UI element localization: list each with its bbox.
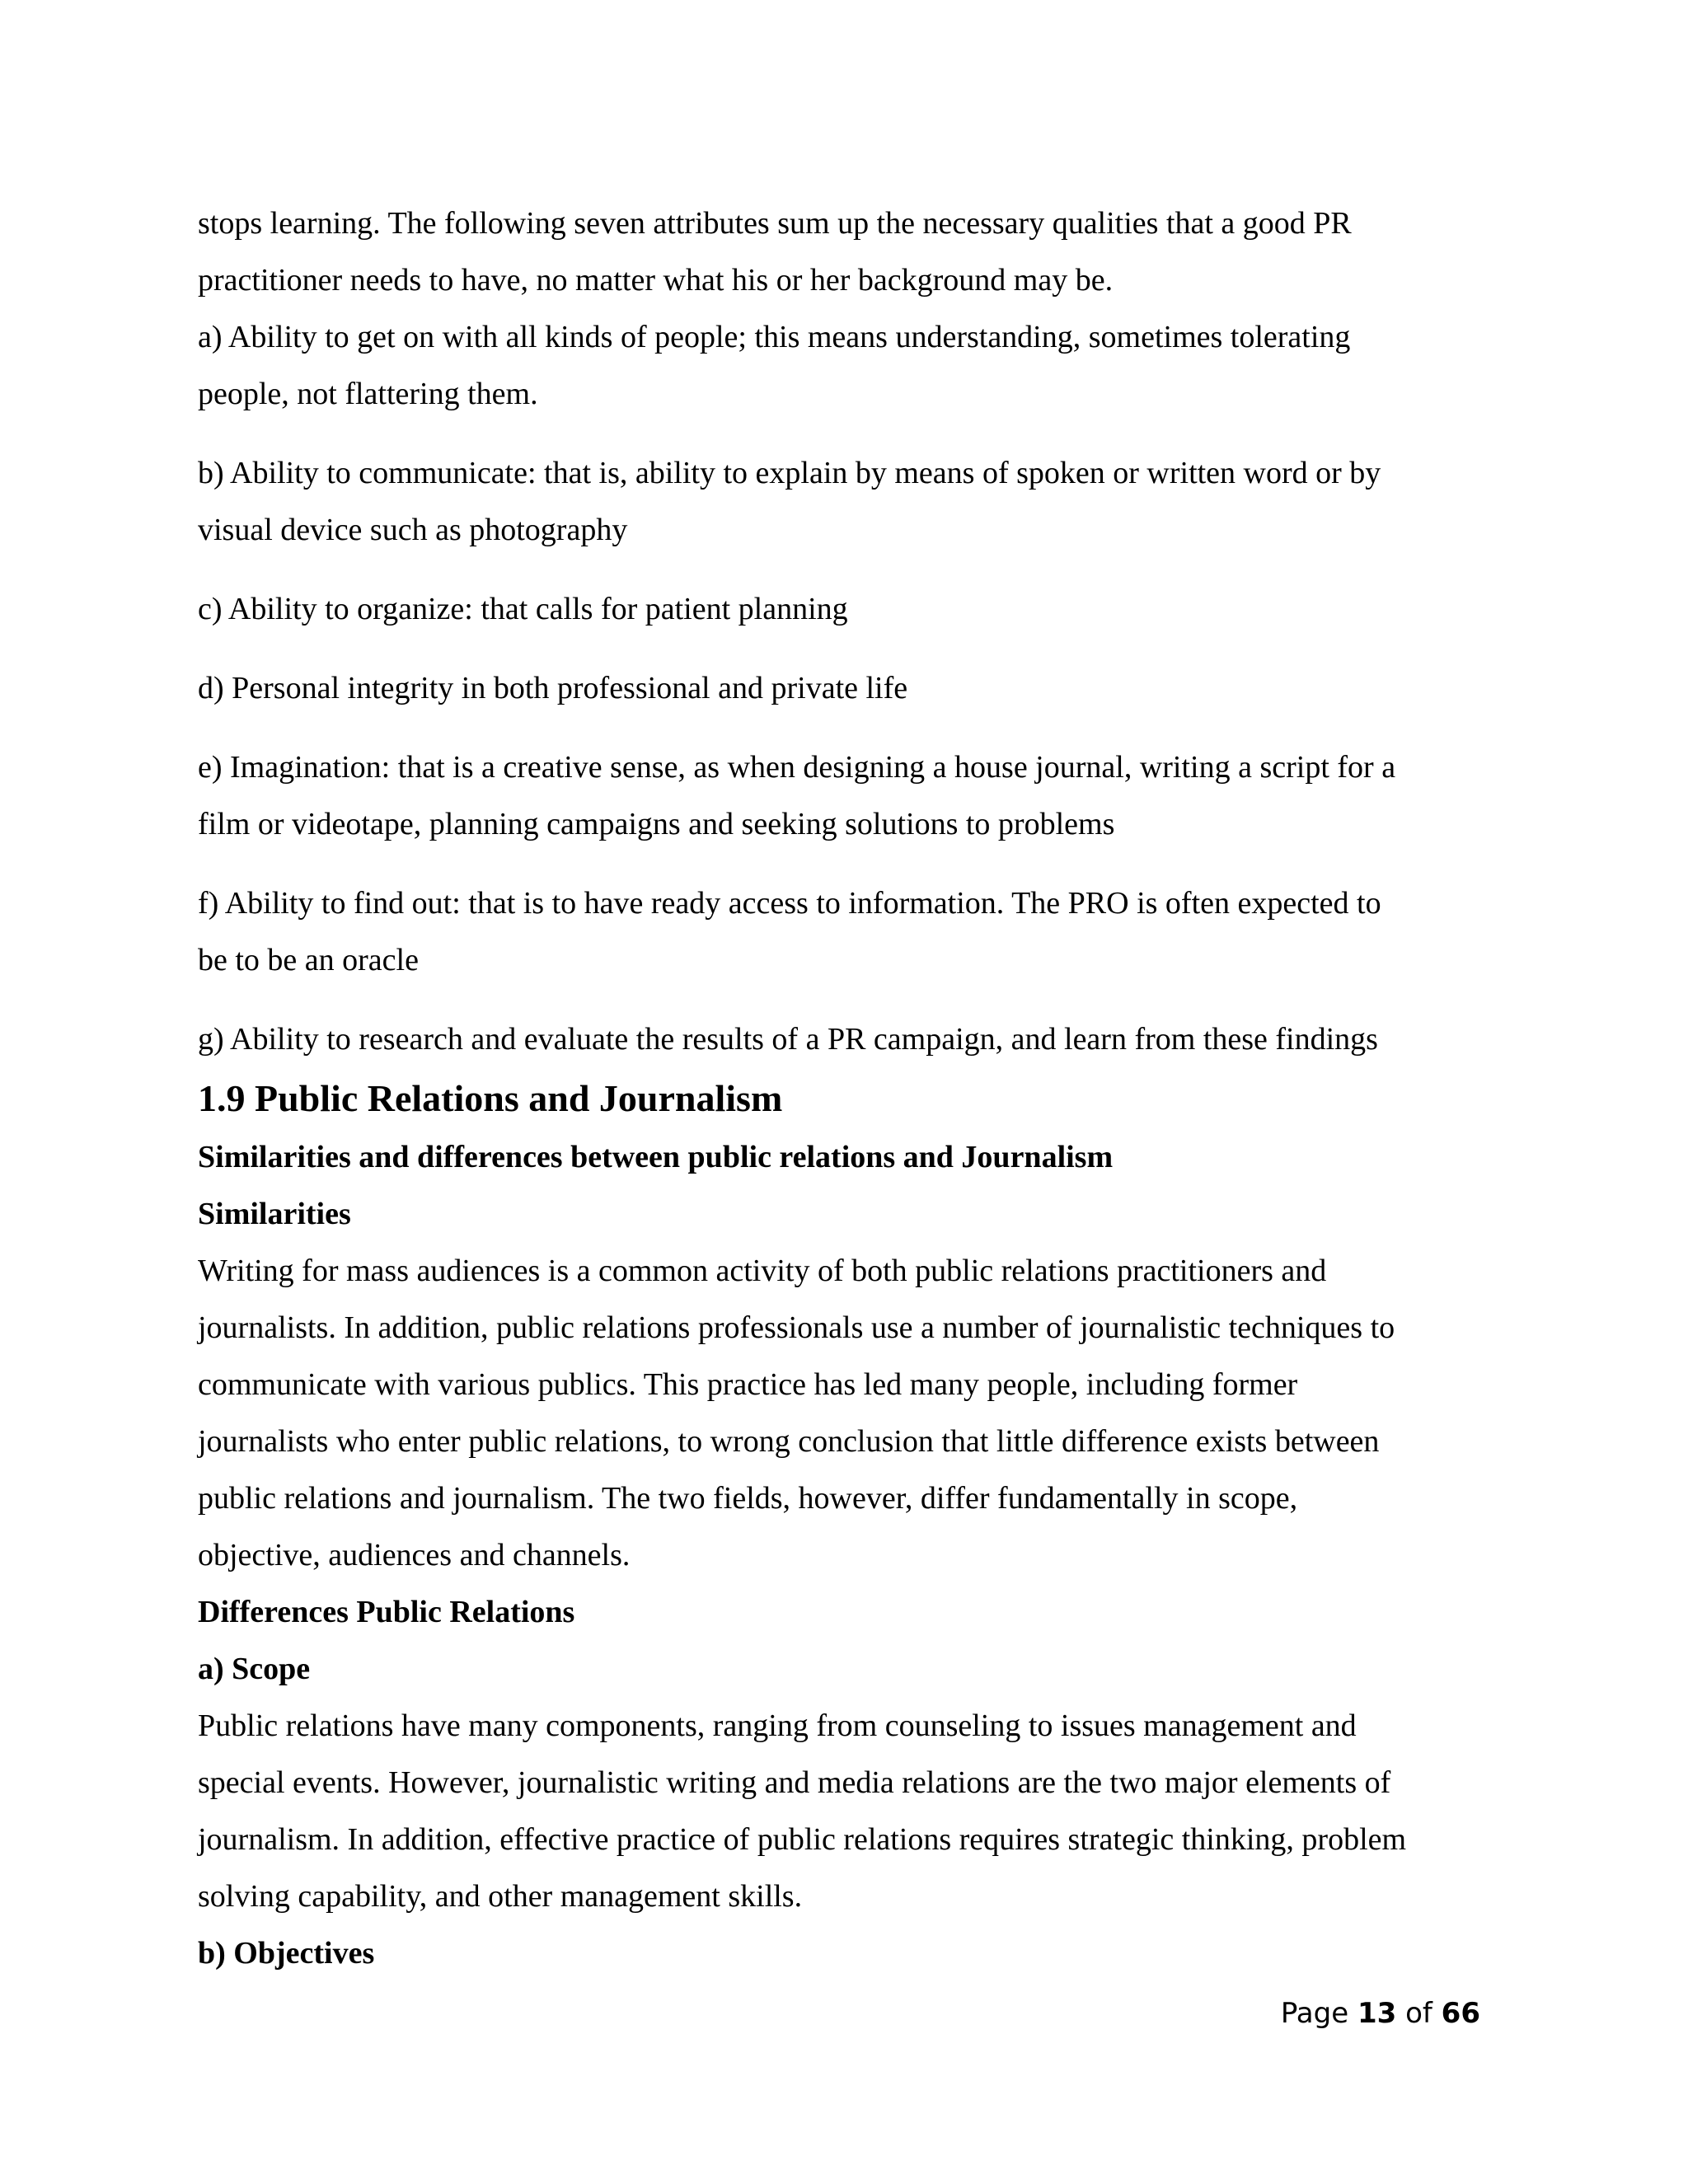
section-heading: 1.9 Public Relations and Journalism [198,1077,783,1119]
paragraph-line: solving capability, and other management skills. [198,1879,803,1914]
page-footer [1281,1993,1480,2034]
of-label: of [1405,1997,1432,2030]
attribute-line: f) Ability to find out: that is to have ready access to information. The PRO is often expected to [198,886,1381,921]
paragraph-line: Public relations have many components, ranging from counseling to issues management and [198,1708,1357,1743]
intro-line: stops learning. The following seven attributes sum up the necessary qualities that a good PR [198,206,1352,241]
attribute-line: b) Ability to communicate: that is, ability to explain by means of spoken or written word or by [198,456,1381,490]
paragraph-line: journalists. In addition, public relations professionals use a number of journalistic techniques to [198,1310,1395,1345]
objectives-heading: b) Objectives [198,1936,375,1971]
paragraph-line: Writing for mass audiences is a common activity of both public relations practitioners and [198,1254,1327,1288]
intro-line: practitioner needs to have, no matter what his or her background may be. [198,263,1114,298]
attribute-line: d) Personal integrity in both professional and private life [198,671,908,705]
attribute-item-e [198,739,1517,853]
page-number: 13 [1357,1997,1397,2030]
similarities-heading: Similarities [198,1197,351,1231]
paragraph-line: journalists who enter public relations, to wrong conclusion that little difference exists between [198,1424,1380,1459]
attribute-line: a) Ability to get on with all kinds of people; this means understanding, sometimes tolerating [198,320,1351,354]
differences-heading: Differences Public Relations [198,1595,575,1629]
paragraph-line: public relations and journalism. The two fields, however, differ fundamentally in scope, [198,1481,1298,1516]
attribute-line: c) Ability to organize: that calls for patient planning [198,592,848,626]
attribute-item-a [198,309,1517,423]
subheading: Similarities and differences between public relations and Journalism [198,1140,1114,1174]
page-label: Page [1280,1997,1349,2030]
attribute-item-c [198,581,1517,638]
scope-heading: a) Scope [198,1652,311,1686]
total-pages: 66 [1441,1997,1480,2030]
paragraph-line: special events. However, journalistic writing and media relations are the two major elements of [198,1765,1391,1800]
attribute-line: visual device such as photography [198,513,628,547]
attribute-line: people, not flattering them. [198,377,538,411]
scope-paragraph [198,1698,1517,1925]
similarities-paragraph [198,1243,1517,1584]
paragraph-line: objective, audiences and channels. [198,1538,631,1572]
attribute-line: film or videotape, planning campaigns and seeking solutions to problems [198,807,1115,841]
attribute-item-f [198,875,1517,989]
attribute-line: g) Ability to research and evaluate the results of a PR campaign, and learn from these findings [198,1022,1378,1057]
attribute-item-b [198,445,1517,559]
page-content [198,195,1517,1982]
attribute-line: be to be an oracle [198,943,419,977]
attribute-line: e) Imagination: that is a creative sense, as when designing a house journal, writing a script for a [198,750,1396,785]
attribute-item-g [198,1011,1517,1068]
paragraph-line: communicate with various publics. This practice has led many people, including former [198,1367,1298,1402]
paragraph-line: journalism. In addition, effective practice of public relations requires strategic thinking, problem [198,1822,1407,1857]
attribute-item-d [198,660,1517,717]
